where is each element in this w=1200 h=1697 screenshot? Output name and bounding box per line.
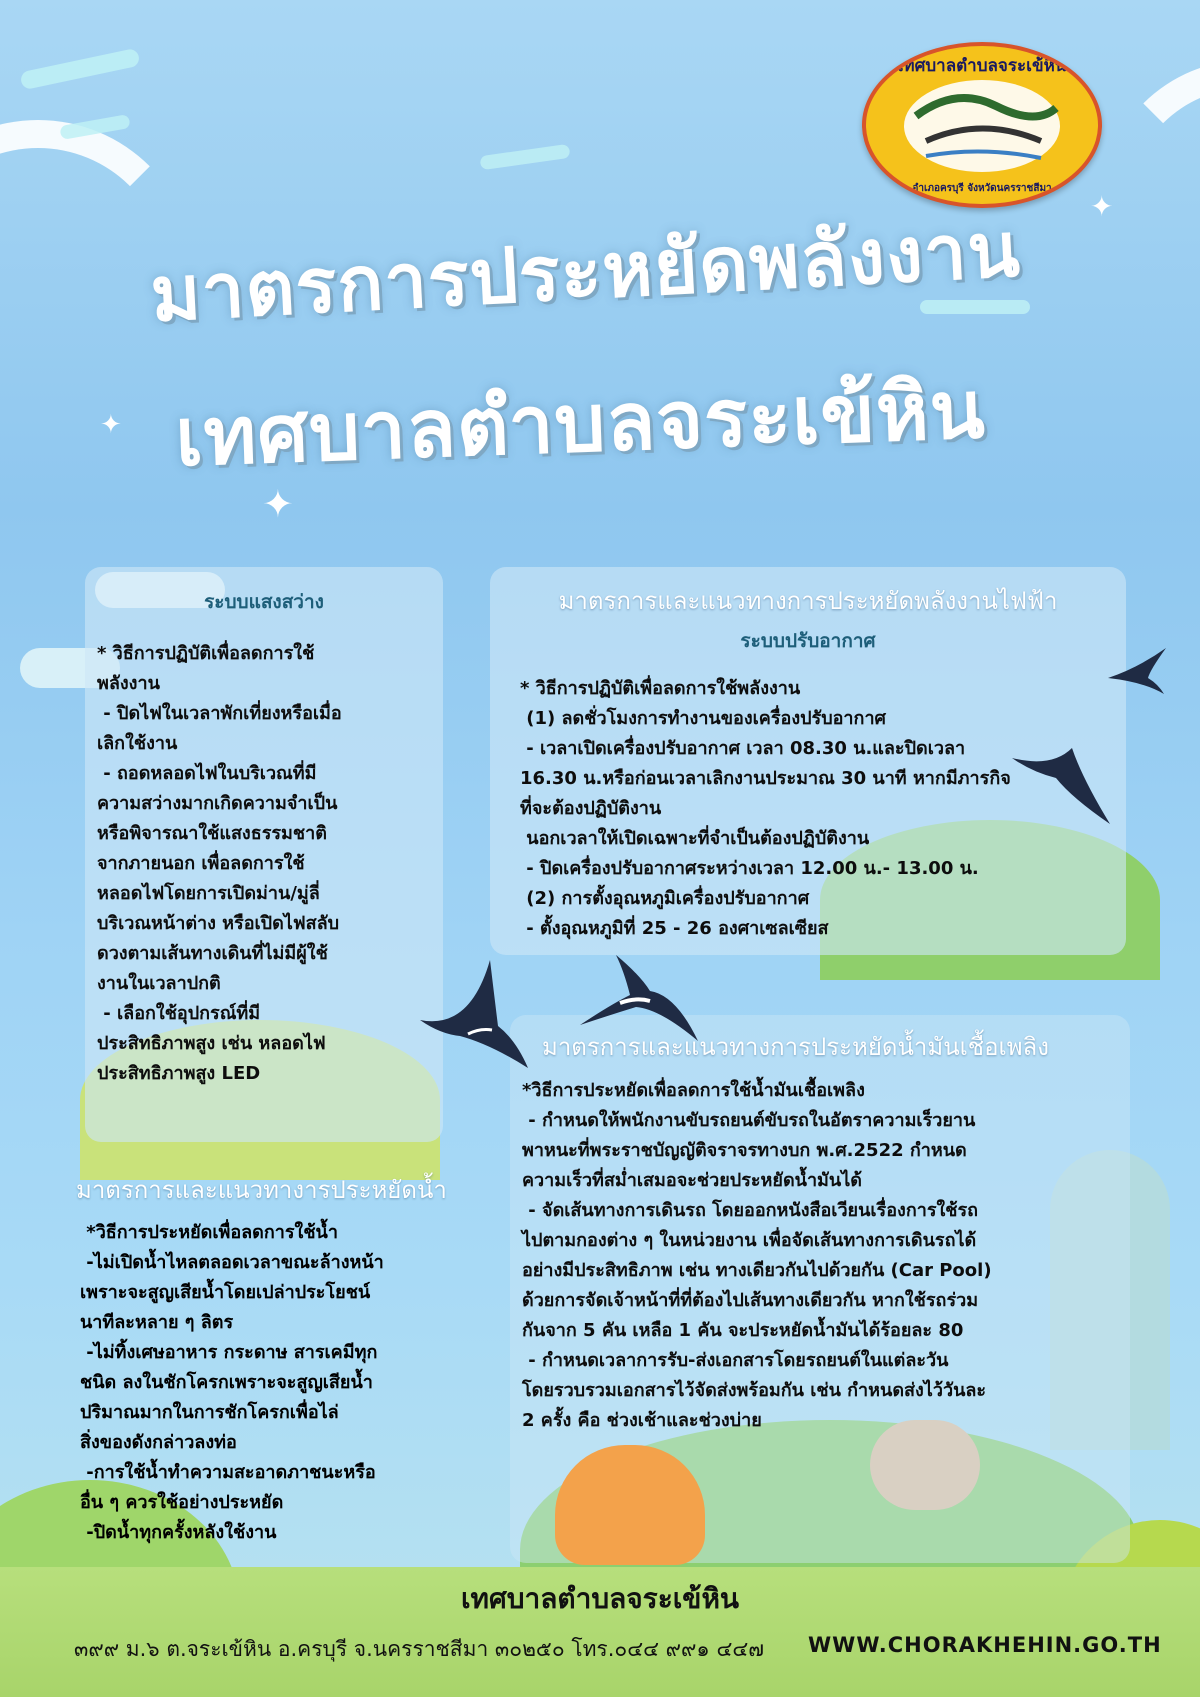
- list-item: หรือพิจารณาใช้แสงธรรมชาติ: [97, 823, 327, 844]
- list-item: -ไม่ทิ้งเศษอาหาร กระดาษ สารเคมีทุก: [80, 1342, 378, 1363]
- list-item: หลอดไฟโดยการเปิดม่าน/มู่ลี่: [97, 883, 320, 904]
- list-item: พลังงาน: [97, 673, 160, 694]
- footer-name: เทศบาลตำบลจระเข้หิน: [460, 1582, 740, 1615]
- list-item: กันจาก 5 คัน เหลือ 1 คัน จะประหยัดน้ำมันได้ร้อยละ 80: [522, 1320, 964, 1341]
- list-item: จากภายนอก เพื่อลดการใช้: [97, 853, 305, 874]
- list-item: - กำหนดให้พนักงานขับรถยนต์ขับรถในอัตราความเร็วยาน: [522, 1110, 976, 1131]
- title-line-1: มาตรการประหยัดพลังงาน: [148, 204, 1023, 339]
- list-item: (1) ลดชั่วโมงการทำงานของเครื่องปรับอากาศ: [520, 708, 886, 729]
- cat-mascot: [555, 1445, 705, 1565]
- list-item: พาหนะที่พระราชบัญญัติจราจรทางบก พ.ศ.2522 กำหนด: [522, 1140, 967, 1161]
- light-streak: [479, 144, 570, 170]
- lighting-panel: [85, 567, 443, 1142]
- swallow-bird-icon: [1012, 728, 1112, 828]
- list-item: ชนิด ลงในชักโครกเพราะจะสูญเสียน้ำ: [80, 1372, 373, 1393]
- swallow-bird-icon: [420, 960, 530, 1070]
- footer-address: ๓๙๙ ม.๖ ต.จระเข้หิน อ.ครบุรี จ.นครราชสีมา ๓๐๒๕๐ โทร.๐๔๔ ๙๙๑ ๔๔๗: [74, 1637, 765, 1661]
- water-section-title: มาตรการและแนวทางารประหยัดน้ำ: [76, 1176, 447, 1204]
- sparkle-icon: ✦: [100, 410, 122, 440]
- list-item: ความสว่างมากเกิดความจำเป็น: [97, 793, 338, 814]
- list-item: ประสิทธิภาพสูง LED: [97, 1063, 261, 1084]
- list-item: *วิธีการประหยัดเพื่อลดการใช้น้ำ: [80, 1222, 338, 1243]
- list-item: - ตั้งอุณหภูมิที่ 25 - 26 องศาเซลเซียส: [520, 918, 829, 939]
- list-item: นอกเวลาให้เปิดเฉพาะที่จำเป็นต้องปฏิบัติงาน: [520, 828, 870, 849]
- footer-band: [0, 1567, 1200, 1697]
- sparkle-icon: ✦: [1090, 190, 1114, 223]
- list-item: - เวลาเปิดเครื่องปรับอากาศ เวลา 08.30 น.และปิดเวลา: [520, 738, 966, 759]
- list-item: งานในเวลาปกติ: [97, 973, 221, 994]
- list-item: - กำหนดเวลาการรับ-ส่งเอกสารโดยรถยนต์ในแต่ละวัน: [522, 1350, 949, 1371]
- electric-heading: ระบบปรับอากาศ: [740, 630, 876, 652]
- title-line-2: เทศบาลตำบลจระเข้หิน: [173, 362, 987, 485]
- footer-website[interactable]: WWW.CHORAKHEHIN.GO.TH: [808, 1633, 1162, 1657]
- list-item: ปริมาณมากในการชักโครกเพื่อไล่: [80, 1402, 339, 1423]
- sparkle-icon: ✦: [262, 482, 294, 526]
- light-streak: [19, 48, 140, 91]
- cat-mascot: [870, 1420, 980, 1510]
- list-item: * วิธีการปฏิบัติเพื่อลดการใช้: [97, 643, 315, 664]
- list-item: อย่างมีประสิทธิภาพ เช่น ทางเดียวกันไปด้วยกัน (Car Pool): [522, 1260, 992, 1281]
- municipality-logo: [862, 42, 1102, 208]
- list-item: ไปตามกองต่าง ๆ ในหน่วยงาน เพื่อจัดเส้นทางการเดินรถได้: [522, 1230, 977, 1251]
- list-item: -ปิดน้ำทุกครั้งหลังใช้งาน: [80, 1522, 277, 1543]
- list-item: ดวงตามเส้นทางเดินที่ไม่มีผู้ใช้: [97, 943, 328, 964]
- list-item: โดยรวบรวมเอกสารไว้จัดส่งพร้อมกัน เช่น กำหนดส่งไว้วันละ: [522, 1380, 987, 1401]
- electric-section-title: มาตรการและแนวทางการประหยัดพลังงานไฟฟ้า: [558, 587, 1058, 615]
- logo-bottom-text: อำเภอครบุรี จังหวัดนครราชสีมา: [912, 183, 1052, 194]
- list-item: -ไม่เปิดน้ำไหลตลอดเวลาขณะล้างหน้า: [80, 1252, 384, 1273]
- logo-top-text: เทศบาลตำบลจระเข้หิน: [897, 56, 1067, 76]
- list-item: บริเวณหน้าต่าง หรือเปิดไฟสลับ: [97, 913, 340, 934]
- list-item: * วิธีการปฏิบัติเพื่อลดการใช้พลังงาน: [520, 678, 801, 699]
- list-item: - จัดเส้นทางการเดินรถ โดยออกหนังสือเวียนเรื่องการใช้รถ: [522, 1200, 979, 1221]
- list-item: - ปิดเครื่องปรับอากาศระหว่างเวลา 12.00 น.- 13.00 น.: [520, 858, 979, 879]
- swallow-bird-icon: [580, 955, 700, 1045]
- list-item: อื่น ๆ ควรใช้อย่างประหยัด: [80, 1492, 284, 1513]
- list-item: ความเร็วที่สม่ำเสมอจะช่วยประหยัดน้ำมันได้: [522, 1170, 862, 1191]
- list-item: 2 ครั้ง คือ ช่วงเช้าและช่วงบ่าย: [522, 1410, 762, 1431]
- list-item: ประสิทธิภาพสูง เช่น หลอดไฟ: [97, 1033, 326, 1054]
- list-item: เลิกใช้งาน: [97, 733, 178, 754]
- list-item: - ปิดไฟในเวลาพักเที่ยงหรือเมื่อ: [97, 703, 342, 724]
- list-item: เพราะจะสูญเสียน้ำโดยเปล่าประโยชน์: [80, 1282, 371, 1303]
- list-item: นาทีละหลาย ๆ ลิตร: [80, 1312, 234, 1333]
- swirl-decoration-right: [1100, 60, 1200, 356]
- lighting-heading: ระบบแสงสว่าง: [204, 591, 324, 613]
- list-item: ด้วยการจัดเจ้าหน้าที่ที่ต้องไปเส้นทางเดียวกัน หากใช้รถร่วม: [522, 1290, 979, 1311]
- list-item: *วิธีการประหยัดเพื่อลดการใช้น้ำมันเชื้อเพลิง: [522, 1080, 865, 1101]
- fuel-section-title: มาตรการและแนวทางการประหยัดน้ำมันเชื้อเพลิง: [542, 1033, 1049, 1061]
- list-item: (2) การตั้งอุณหภูมิเครื่องปรับอากาศ: [520, 888, 810, 909]
- lighting-list: [97, 639, 443, 1089]
- list-item: สิ่งของดังกล่าวลงท่อ: [80, 1432, 237, 1453]
- list-item: 16.30 น.หรือก่อนเวลาเลิกงานประมาณ 30 นาที หากมีภารกิจ: [520, 768, 1011, 789]
- list-item: - ถอดหลอดไฟในบริเวณที่มี: [97, 763, 317, 784]
- swallow-bird-icon: [1108, 648, 1168, 694]
- list-item: -การใช้น้ำทำความสะอาดภาชนะหรือ: [80, 1462, 376, 1483]
- fuel-list: [522, 1076, 1130, 1436]
- water-list: [80, 1218, 490, 1548]
- list-item: ที่จะต้องปฏิบัติงาน: [520, 798, 662, 819]
- list-item: - เลือกใช้อุปกรณ์ที่มี: [97, 1003, 261, 1024]
